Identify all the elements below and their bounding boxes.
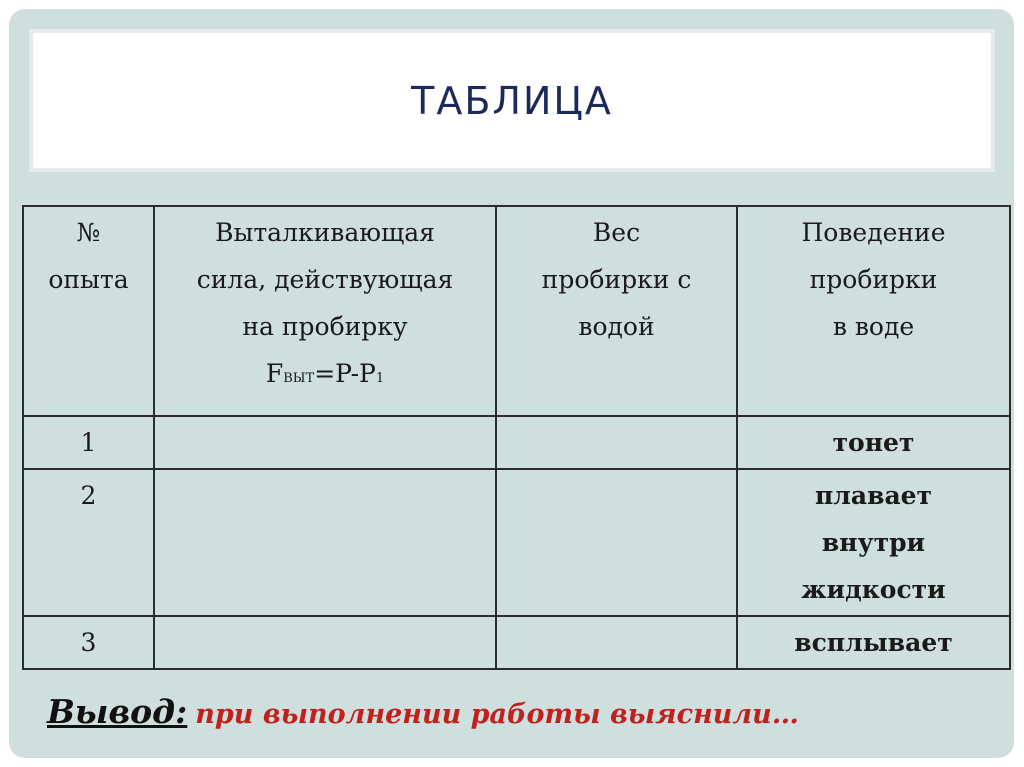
behavior-cell: [737, 469, 1010, 616]
table-row: [23, 469, 1010, 616]
formula-rest: =P-P: [314, 359, 376, 388]
header-tube-behavior: [737, 206, 1010, 416]
header-experiment-number: [23, 206, 154, 416]
header-tube-weight: [496, 206, 737, 416]
results-table: [22, 205, 1011, 670]
row-number-cell: 3: [23, 616, 154, 669]
weight-cell: [496, 416, 737, 469]
behavior-cell: [737, 616, 1010, 669]
conclusion-text: при выполнении работы выяснили…: [195, 699, 799, 730]
formula-subscript-1: 1: [375, 371, 385, 386]
header-line: Выталкивающая: [215, 218, 435, 247]
header-line: Вес: [592, 218, 641, 247]
header-line: водой: [578, 312, 655, 341]
header-line: пробирки с: [541, 265, 692, 294]
header-line: на пробирку: [242, 312, 408, 341]
formula-subscript: ВЫТ: [283, 371, 315, 386]
slide-title: ТАБЛИЦА: [411, 79, 613, 123]
formula-symbol: F: [265, 359, 284, 388]
behavior-text: внутри: [821, 528, 926, 557]
behavior-text: всплывает: [794, 628, 953, 657]
behavior-text: жидкости: [801, 575, 946, 604]
header-line: пробирки: [809, 265, 938, 294]
title-box: [29, 29, 995, 172]
header-line: в воде: [832, 312, 915, 341]
header-line: Поведение: [801, 218, 946, 247]
header-line: сила, действующая: [196, 265, 454, 294]
table-row: [23, 416, 1010, 469]
header-line: опыта: [48, 265, 129, 294]
behavior-text: тонет: [832, 428, 915, 457]
conclusion: [47, 692, 799, 731]
table-header-row: [23, 206, 1010, 416]
force-cell: [154, 616, 496, 669]
header-line: №: [76, 218, 101, 247]
force-cell: [154, 416, 496, 469]
formula: [266, 359, 384, 388]
header-buoyant-force: [154, 206, 496, 416]
row-number-cell: 2: [23, 469, 154, 616]
behavior-cell: [737, 416, 1010, 469]
table-row: [23, 616, 1010, 669]
force-cell: [154, 469, 496, 616]
row-number-cell: 1: [23, 416, 154, 469]
behavior-text: плавает: [814, 481, 933, 510]
weight-cell: [496, 469, 737, 616]
weight-cell: [496, 616, 737, 669]
conclusion-label: Вывод:: [47, 692, 188, 731]
